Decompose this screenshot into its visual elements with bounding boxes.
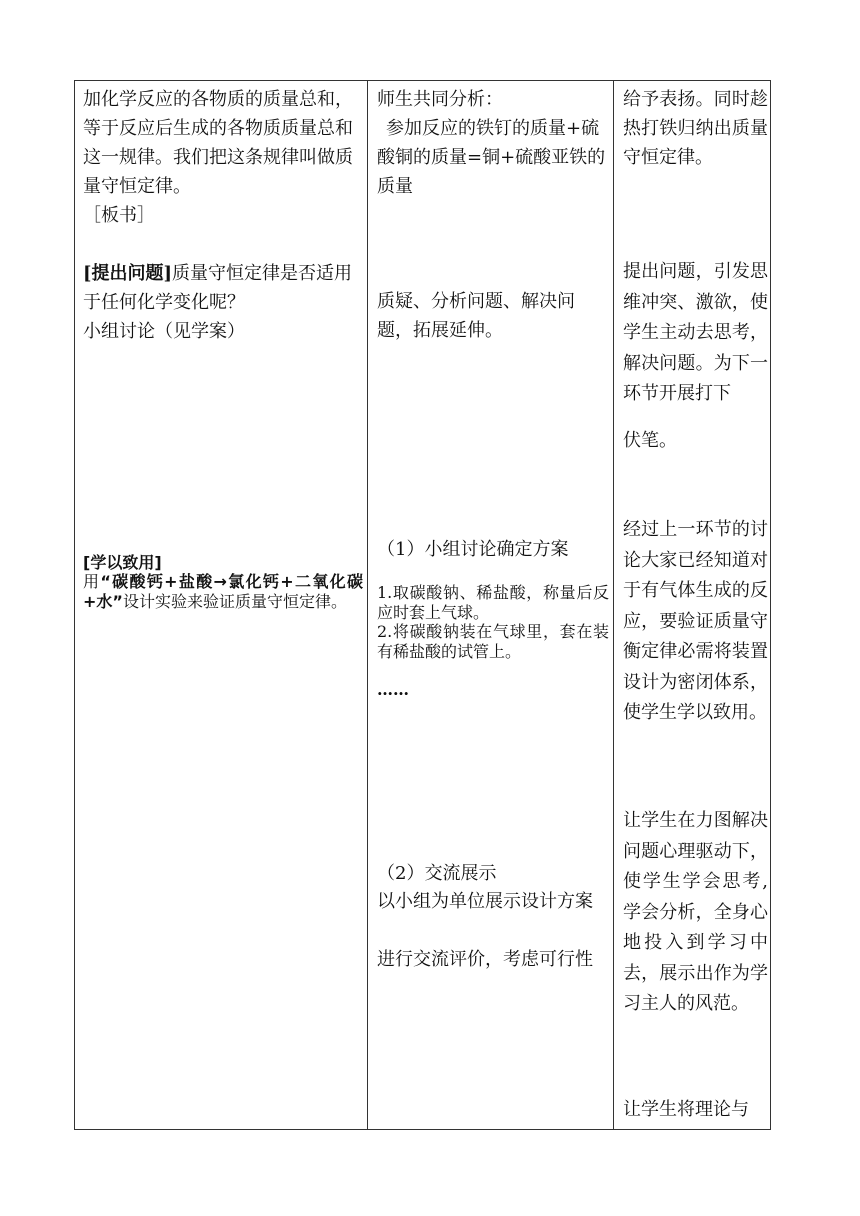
column-divider — [613, 81, 614, 1129]
ellipsis: …… — [377, 680, 409, 699]
step2-line2: 进行交流评价，考虑可行性 — [377, 949, 593, 970]
intent-2: 经过上一环节的讨论大家已经知道对于有气体生成的反应，要验证质量守衡定律必需将装置设计为密闭体系，使学生学以致用。 — [623, 519, 768, 723]
question-text: 质量守恒定律是否适用于任何化学变化呢？ — [83, 263, 353, 313]
teacher-activity-cell — [75, 81, 367, 1129]
lesson-plan-table — [74, 80, 771, 1130]
intent-1: 提出问题，引发思维冲突、激欲，使学生主动去思考，解决问题。为下一环节开展打下 — [623, 261, 768, 404]
apply-tag: [学以致用] — [83, 553, 162, 572]
step2-line1: 以小组为单位展示设计方案 — [377, 891, 593, 912]
joint-analysis: 师生共同分析： — [377, 89, 503, 110]
step1-item2: 2.将碳酸钠装在气球里，套在装有稀盐酸的试管上。 — [377, 622, 609, 661]
design-intent-cell — [615, 81, 772, 1129]
board-note: ［板书］ — [83, 205, 155, 226]
equation-text: 参加反应的铁钉的质量+硫酸铜的质量=铜+硫酸亚铁的质量 — [377, 118, 606, 197]
group-discussion: 小组讨论（见学案） — [83, 321, 245, 342]
step2-title: （2）交流展示 — [377, 863, 497, 884]
intent-4: 让学生将理论与 — [623, 1099, 749, 1120]
question-tag: [提出问题] — [83, 263, 173, 284]
apply-paragraph — [83, 572, 363, 611]
step1-item1: 1.取碳酸钠、稀盐酸，称量后反应时套上气球。 — [377, 583, 609, 622]
apply-prefix: 用 — [83, 572, 101, 591]
intro-text: 加化学反应的各物质的质量总和，等于反应后生成的各物质质量总和这一规律。我们把这条规律叫做质量守恒定律。 — [83, 89, 353, 197]
intent-1-end: 伏笔。 — [623, 430, 677, 451]
step1-title: （1）小组讨论确定方案 — [377, 539, 569, 560]
column-divider — [367, 81, 368, 1129]
question-solving: 质疑、分析问题、解决问题，拓展延伸。 — [377, 291, 575, 341]
praise-text: 给予表扬。同时趁热打铁归纳出质量守恒定律。 — [623, 89, 768, 168]
apply-suffix: 设计实验来验证质量守恒定律。 — [122, 591, 347, 611]
intent-3: 让学生在力图解决问题心理驱动下，使学生学会思考,学会分析，全身心地投入到学习中去，展示出作为学习主人的风范。 — [623, 810, 768, 1014]
student-activity-cell — [369, 81, 613, 1129]
question-paragraph — [83, 259, 363, 317]
apply-reaction: “碳酸钙+盐酸→氯化钙+二氧化碳+水” — [83, 572, 363, 611]
